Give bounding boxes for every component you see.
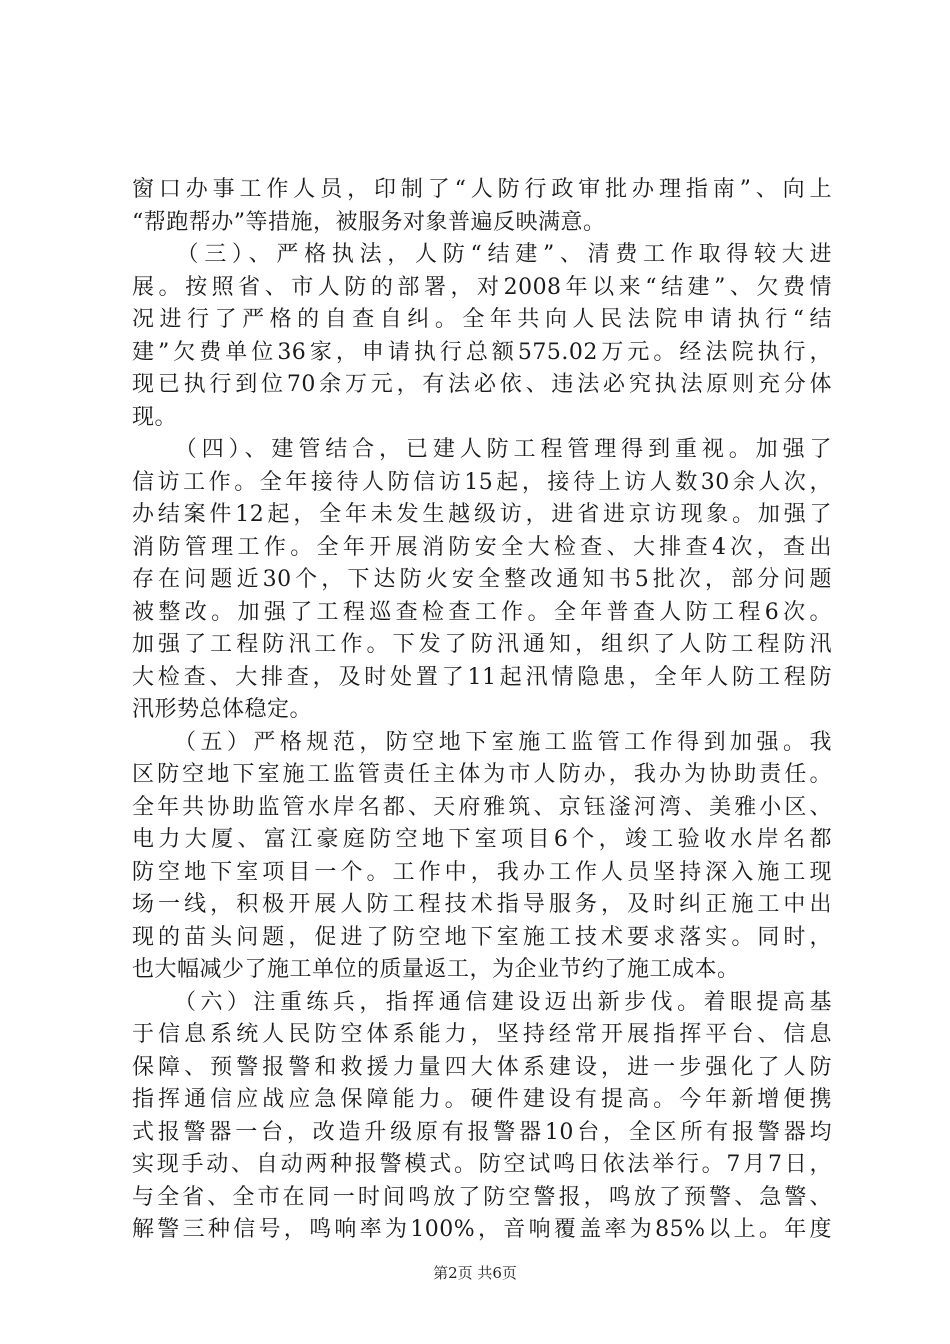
text-line: 全年共协助监管水岸名都、天府雅筑、京钰滏河湾、美雅小区、 <box>132 794 832 820</box>
text-line: 被整改。加强了工程巡查检查工作。全年普查人防工程6次。 <box>132 599 832 625</box>
text-line: 场一线，积极开展人防工程技术指导服务，及时纠正施工中出 <box>132 892 832 917</box>
text-line: 于信息系统人民防空体系能力，坚持经常开展指挥平台、信息 <box>132 1022 832 1047</box>
text-line: （四）、建管结合，已建人防工程管理得到重视。加强了 <box>132 437 832 462</box>
text-line: 加强了工程防汛工作。下发了防汛通知，组织了人防工程防汛 <box>132 632 832 657</box>
text-line: 保障、预警报警和救援力量四大体系建设，进一步强化了人防 <box>132 1054 832 1080</box>
text-line: （五）严格规范，防空地下室施工监管工作得到加强。我 <box>132 729 832 755</box>
text-line: 实现手动、自动两种报警模式。防空试鸣日依法举行。7月7日， <box>132 1152 832 1177</box>
text-line: 防空地下室项目一个。工作中，我办工作人员坚持深入施工现 <box>132 859 832 885</box>
text-line: 现的苗头问题，促进了防空地下室施工技术要求落实。同时， <box>132 924 832 950</box>
text-line: 现已执行到位70余万元，有法必依、违法必究执法原则充分体 <box>132 372 832 397</box>
text-line: 汛形势总体稳定。 <box>132 697 313 722</box>
text-line: 展。按照省、市人防的部署，对2008年以来“结建”、欠费情 <box>132 274 832 300</box>
text-line: 解警三种信号，鸣响率为100%，音响覆盖率为85%以上。年度 <box>132 1217 832 1242</box>
text-line: 与全省、全市在同一时间鸣放了防空警报，鸣放了预警、急警、 <box>132 1184 832 1210</box>
text-line: 况进行了严格的自查自纠。全年共向人民法院申请执行“结 <box>132 307 832 332</box>
text-line: 指挥通信应战应急保障能力。硬件建设有提高。今年新增便携 <box>132 1087 832 1112</box>
document-body <box>132 174 832 1247</box>
text-line: 区防空地下室施工监管责任主体为市人防办，我办为协助责任。 <box>132 762 832 787</box>
text-line: 电力大厦、富江豪庭防空地下室项目6个，竣工验收水岸名都 <box>132 827 832 852</box>
text-line: 窗口办事工作人员，印制了“人防行政审批办理指南”、向上 <box>132 177 832 202</box>
text-line: 式报警器一台，改造升级原有报警器10台，全区所有报警器均 <box>132 1119 832 1145</box>
text-line: 信访工作。全年接待人防信访15起，接待上访人数30余人次， <box>132 469 832 495</box>
text-line: （三）、严格执法，人防“结建”、清费工作取得较大进 <box>132 242 832 267</box>
page-footer: 第2页 共6页 <box>433 1264 517 1282</box>
text-line: 建”欠费单位36家，申请执行总额575.02万元。经法院执行， <box>132 339 832 365</box>
text-line: 大检查、大排查，及时处置了11起汛情隐患，全年人防工程防 <box>132 664 832 690</box>
text-line: 存在问题近30个，下达防火安全整改通知书5批次，部分问题 <box>132 567 832 592</box>
text-line: 消防管理工作。全年开展消防安全大检查、大排查4次，查出 <box>132 534 832 560</box>
text-line: “帮跑帮办”等措施，被服务对象普遍反映满意。 <box>132 209 606 235</box>
text-line: 现。 <box>132 404 178 430</box>
text-line: 办结案件12起，全年未发生越级访，进省进京访现象。加强了 <box>132 502 832 527</box>
text-line: 也大幅减少了施工单位的质量返工，为企业节约了施工成本。 <box>132 957 740 982</box>
text-line: （六）注重练兵，指挥通信建设迈出新步伐。着眼提高基 <box>132 989 832 1015</box>
